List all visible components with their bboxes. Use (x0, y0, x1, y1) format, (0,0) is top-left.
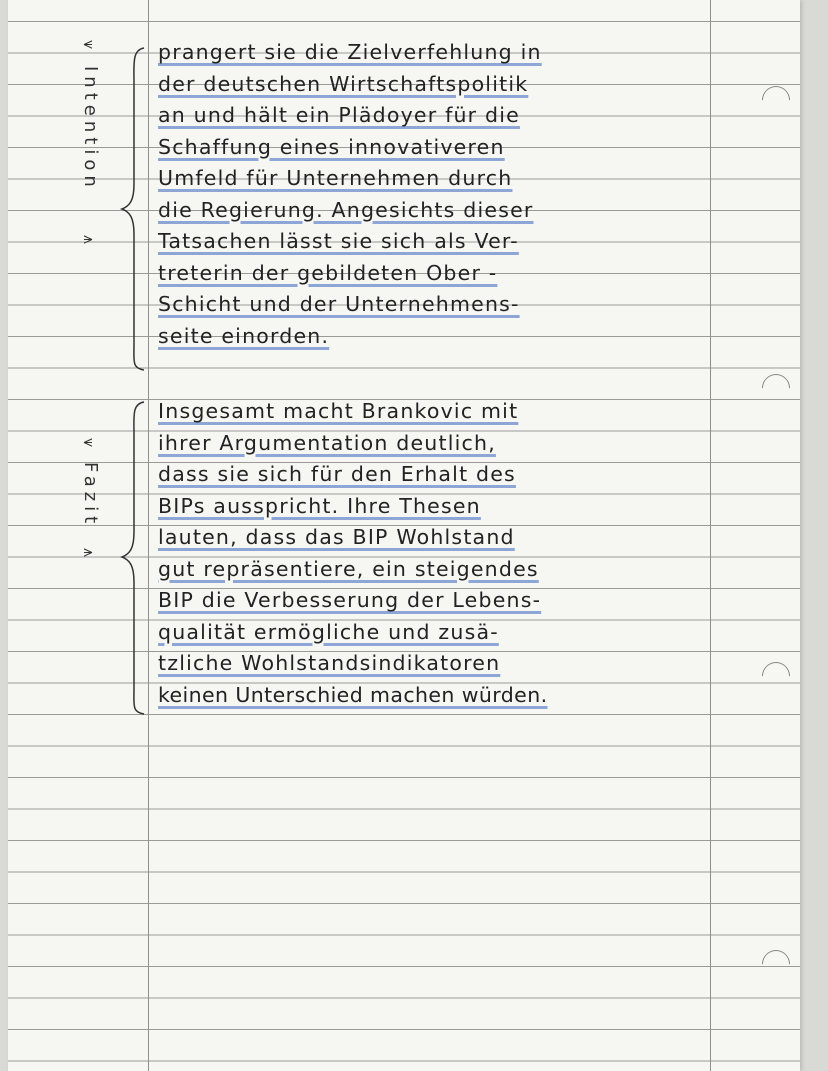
fazit-brace (116, 398, 148, 716)
notebook-page (8, 0, 800, 1071)
handwritten-text-section-2 (158, 396, 718, 711)
text-line: seite einorden. (158, 323, 330, 348)
text-line: die Regierung. Angesichts dieser (158, 197, 534, 222)
text-line: gut repräsentiere, ein steigendes (158, 556, 539, 581)
text-line: lauten, dass das BIP Wohlstand (158, 525, 515, 549)
text-line: qualität ermögliche und zusä- (158, 619, 499, 644)
text-line: der deutschen Wirtschaftspolitik (158, 71, 529, 96)
arrow-down-icon: ⩛ (80, 438, 99, 453)
text-line: BIPs ausspricht. Ihre Thesen (158, 493, 481, 518)
text-line: ihrer Argumentation deutlich, (158, 430, 496, 455)
punch-hole-2 (756, 368, 796, 408)
intention-label: Intention (80, 66, 101, 192)
text-line: BIP die Verbesserung der Lebens- (158, 588, 542, 612)
text-line: Umfeld für Unternehmen durch (158, 166, 513, 190)
arrow-down-icon: ⩛ (80, 40, 99, 55)
text-line: Tatsachen lässt sie sich als Ver- (158, 229, 519, 253)
punch-hole-1 (756, 80, 796, 120)
margin-line (148, 0, 149, 1071)
punch-hole-4 (756, 944, 796, 984)
text-line: Insgesamt macht Brankovic mit (158, 399, 519, 423)
arrow-up-icon: ⩚ (80, 548, 99, 563)
arrow-up-icon: ⩚ (80, 235, 99, 250)
handwritten-text-section-1 (158, 37, 718, 352)
text-line: tzliche Wohlstandsindikatoren (158, 651, 501, 675)
intention-brace (116, 44, 148, 374)
text-line: dass sie sich für den Erhalt des (158, 462, 516, 486)
text-line: an und hält ein Plädoyer für die (158, 103, 520, 127)
text-line: treterin der gebildeten Ober - (158, 260, 498, 285)
text-line: prangert sie die Zielverfehlung in (158, 40, 542, 64)
punch-hole-3 (756, 656, 796, 696)
text-line: keinen Unterschied machen würden. (158, 682, 548, 707)
fazit-label: Fazit (80, 462, 101, 529)
text-line: Schaffung eines innovativeren (158, 134, 505, 159)
text-line: Schicht und der Unternehmens- (158, 292, 520, 316)
